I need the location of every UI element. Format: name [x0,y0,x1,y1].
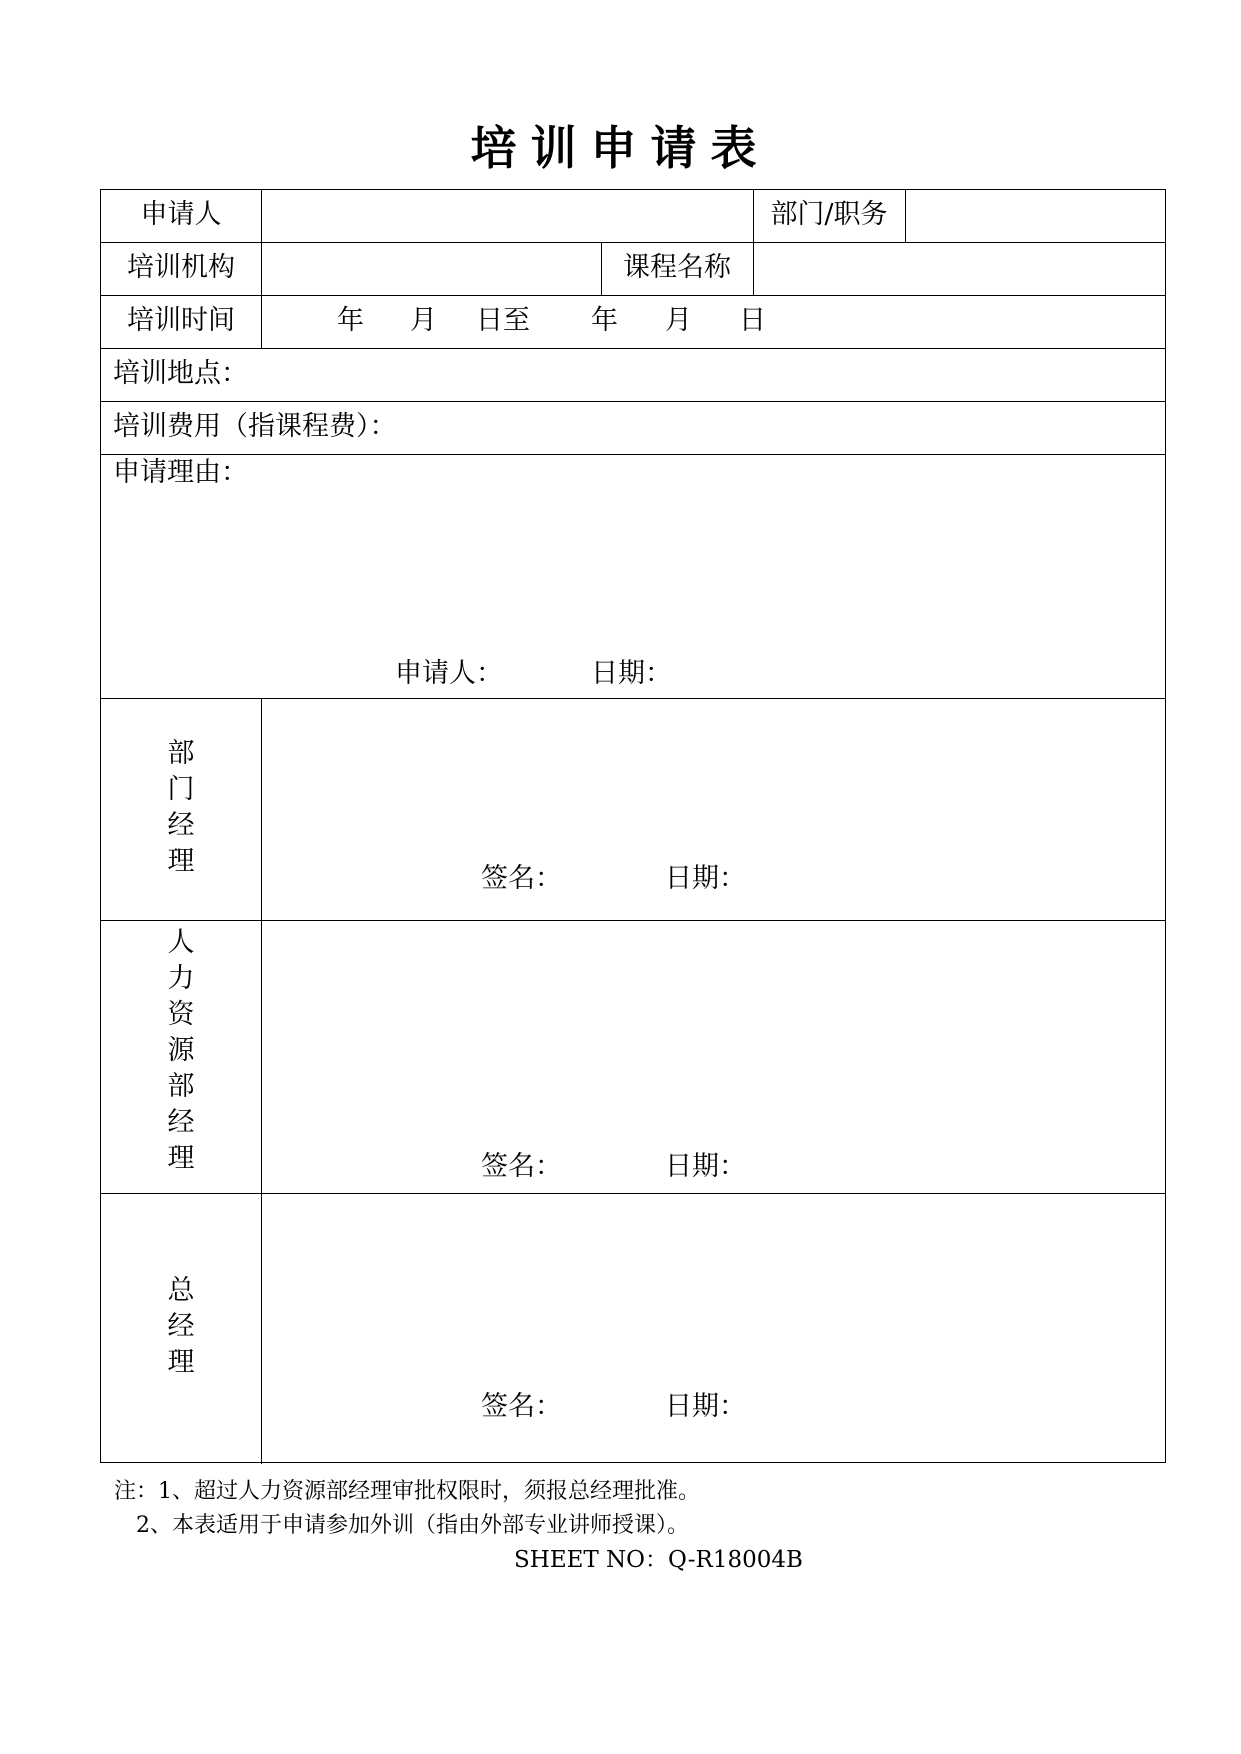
form-title: 培训申请表 [470,121,771,175]
note-line-1: 注：1、超过人力资源部经理审批权限时，须报总经理批准。 [114,1479,700,1504]
note-line-2: 2、本表适用于申请参加外训（指由外部专业讲师授课）。 [136,1513,689,1538]
date-label: 日期： [665,1151,746,1182]
start-day-to: 日至 [476,305,530,336]
location-label: 培训地点： [113,358,248,389]
signature-label: 签名： [481,1151,562,1182]
dept-position-input[interactable] [906,191,1164,241]
date-label: 日期： [665,1391,746,1422]
date-label: 日期： [665,863,746,894]
row-divider [101,454,1165,455]
fee-label: 培训费用（指课程费）： [113,411,397,442]
training-application-form [100,189,1166,1463]
applicant-signature-label: 申请人： [395,658,503,689]
reason-date-label: 日期： [591,658,672,689]
signature-label: 签名： [481,1391,562,1422]
applicant-input[interactable] [262,191,752,241]
end-year-unit: 年 [591,305,618,336]
row-divider [101,401,1165,402]
course-name-input[interactable] [754,244,1164,294]
institution-label: 培训机构 [127,252,235,283]
sheet-number: SHEET NO：Q-R18004B [514,1547,803,1573]
approval-role-dept-manager: 部门经理 [167,738,195,877]
end-month-unit: 月 [665,305,692,336]
reason-label: 申请理由： [113,457,248,488]
applicant-label: 申请人 [140,199,222,230]
course-name-label: 课程名称 [623,252,731,283]
institution-input[interactable] [262,244,600,294]
row-divider [101,348,1165,349]
approval-role-general-manager: 总经理 [167,1275,195,1378]
training-time-label: 培训时间 [127,305,235,336]
start-month-unit: 月 [410,305,437,336]
dept-position-label: 部门/职务 [770,199,888,230]
signature-label: 签名： [481,863,562,894]
column-divider [261,698,262,1464]
end-day-unit: 日 [739,305,766,336]
start-year-unit: 年 [337,305,364,336]
approval-role-hr-manager: 人力资源部经理 [167,927,195,1174]
